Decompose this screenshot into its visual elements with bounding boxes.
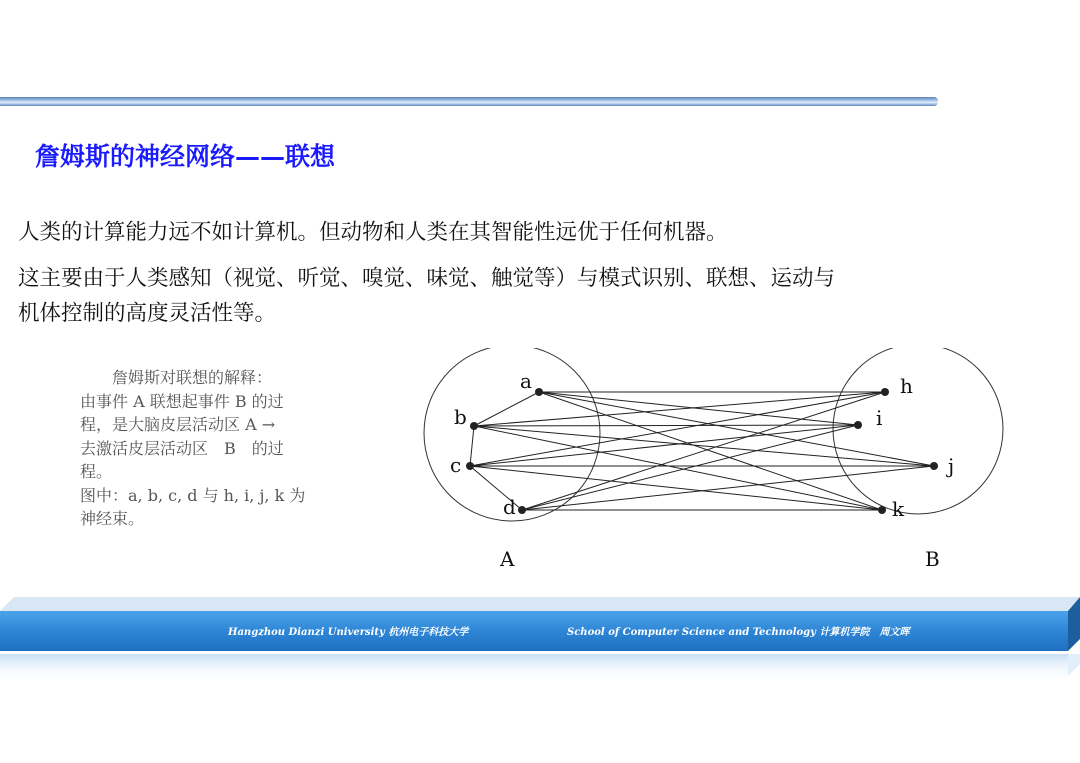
node-b-dot bbox=[470, 422, 478, 430]
edge-a-b bbox=[474, 392, 539, 426]
edge-b-k bbox=[474, 426, 882, 510]
node-j-label: j bbox=[948, 454, 955, 478]
node-k-dot bbox=[878, 506, 886, 514]
caption-line: 图中：a, b, c, d 与 h, i, j, k 为 bbox=[80, 485, 306, 505]
footer-school: School of Computer Science and Technology 计算机学院 周文晖 bbox=[567, 627, 910, 638]
paragraph-2: 这主要由于人类感知（视觉、听觉、嗅觉、味觉、触觉等）与模式识别、联想、运动与 bbox=[18, 266, 836, 291]
edge-a-j bbox=[539, 392, 934, 466]
caption-line: 去激活皮层活动区 B 的过 bbox=[80, 438, 284, 458]
paragraph-2-cont: 机体控制的高度灵活性等。 bbox=[18, 301, 277, 326]
node-k-label: k bbox=[892, 497, 905, 521]
edge-b-h bbox=[474, 392, 885, 426]
node-a-dot bbox=[535, 388, 543, 396]
node-d-label: d bbox=[503, 495, 516, 519]
node-d-dot bbox=[518, 506, 526, 514]
node-c-dot bbox=[466, 462, 474, 470]
caption-line: 詹姆斯对联想的解释： bbox=[80, 368, 273, 387]
node-h-label: h bbox=[900, 374, 913, 398]
neural-association-diagram bbox=[410, 348, 1010, 574]
figure-caption bbox=[80, 366, 352, 531]
region-b-circle bbox=[833, 348, 1003, 514]
slide-title: 詹姆斯的神经网络——联想 bbox=[35, 142, 336, 171]
footer-band bbox=[0, 597, 1080, 653]
caption-line: 程，是大脑皮层活动区 A → bbox=[80, 415, 276, 434]
node-h-dot bbox=[881, 388, 889, 396]
node-c-label: c bbox=[450, 453, 462, 477]
edge-b-j bbox=[474, 426, 934, 466]
node-i-label: i bbox=[876, 406, 883, 430]
paragraph-1: 人类的计算能力远不如计算机。但动物和人类在其智能性远优于任何机器。 bbox=[18, 220, 728, 245]
caption-line: 由事件 A 联想起事件 B 的过 bbox=[80, 391, 284, 411]
caption-line: 程。 bbox=[80, 462, 113, 481]
top-rule bbox=[0, 97, 938, 106]
fiber-bundle-lines bbox=[470, 392, 934, 510]
node-i-dot bbox=[854, 421, 862, 429]
edge-b-i bbox=[474, 425, 858, 426]
region-label-b: B bbox=[925, 547, 940, 571]
edge-d-j bbox=[522, 466, 934, 510]
footer-reflection bbox=[0, 654, 1080, 684]
region-label-a: A bbox=[500, 547, 515, 571]
node-b-label: b bbox=[454, 405, 467, 429]
caption-line: 神经束。 bbox=[80, 509, 145, 528]
edge-b-c bbox=[470, 426, 474, 466]
footer-university: Hangzhou Dianzi University 杭州电子科技大学 bbox=[228, 627, 469, 638]
edge-c-k bbox=[470, 466, 882, 510]
node-a-label: a bbox=[520, 369, 532, 393]
edge-d-i bbox=[522, 425, 858, 510]
node-j-dot bbox=[930, 462, 938, 470]
